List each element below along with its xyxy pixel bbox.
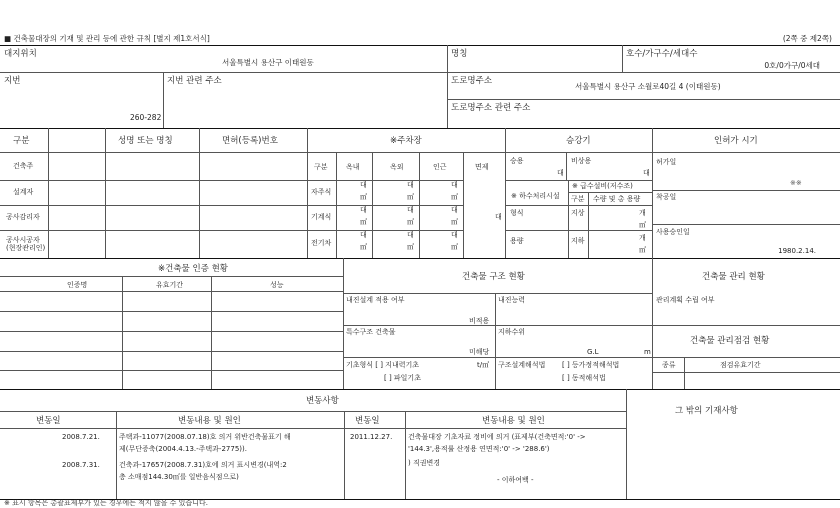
change-right-0-line-2: ) 직권변경 xyxy=(408,459,441,467)
parking-unit-area: ㎡ xyxy=(360,218,367,226)
change-left-0-line-1: 제(무단증축(2004.4.13.-주택과-2775)). xyxy=(119,445,247,453)
inspection-title: 건축물 관리점검 현황 xyxy=(690,336,770,346)
management-title: 건축물 관리 현황 xyxy=(702,272,765,282)
sewage-label: ※ 하수처리시설 xyxy=(511,192,560,200)
change-left-1-line-0: 건축과-17657(2008.7.31)호에 의거 표시변경(내역:2 xyxy=(119,461,287,469)
changes-title: 변동사항 xyxy=(306,396,339,406)
change-left-0-date: 2008.7.21. xyxy=(62,433,100,441)
change-right-0-line-1: '144.3',용적률 산정용 연면적:'0' -> '288.6') xyxy=(408,445,550,453)
parking-title: ※주차장 xyxy=(390,136,422,146)
parking-col-outdoor: 옥외 xyxy=(390,163,404,171)
parking-col-exempt: 면제 xyxy=(475,163,489,171)
water-underground: 지하 xyxy=(571,237,585,245)
special-structure: 특수구조 건축물 xyxy=(346,328,396,336)
lot-related-label: 지번 관련 주소 xyxy=(167,76,222,86)
parking-unit-area: ㎡ xyxy=(407,218,414,226)
water-area-unit-2: ㎡ xyxy=(639,246,646,254)
parking-unit-count: 대 xyxy=(407,181,414,189)
change-right-0-date: 2011.12.27. xyxy=(350,433,393,441)
parking-unit-count: 대 xyxy=(360,206,367,214)
parking-unit-area: ㎡ xyxy=(360,193,367,201)
permit-title: 인허가 시기 xyxy=(714,136,758,146)
parking-unit-area: ㎡ xyxy=(451,243,458,251)
change-left-1-line-1: 층 소매점144.30㎡를 일반음식점으로) xyxy=(119,473,239,481)
top-border xyxy=(0,45,840,46)
analysis-method: 구조설계해석법 xyxy=(498,361,546,369)
parking-unit-area: ㎡ xyxy=(451,218,458,226)
end-mark: - 이하여백 - xyxy=(497,476,534,484)
road-label: 도로명주소 xyxy=(451,76,493,86)
parking-col-indoor: 옥내 xyxy=(346,163,360,171)
water-count-unit-1: 개 xyxy=(639,209,646,217)
water-col-type: 구분 xyxy=(571,195,585,203)
road-value: 서울특별시 용산구 소월로40길 4 (이태원동) xyxy=(575,82,721,91)
parking-exempt-unit: 대 xyxy=(495,213,502,221)
inspection-col-period: 점검유효기간 xyxy=(720,361,761,369)
water-title: ※ 급수설비(저수조) xyxy=(572,182,633,190)
rule-title: ■ 건축물대장의 기재 및 관리 등에 관한 규칙 [별지 제1호서식] xyxy=(4,34,210,43)
seismic-design: 내진설계 적용 여부 xyxy=(346,296,405,304)
lot-label: 지번 xyxy=(4,76,21,86)
inspection-col-kind: 종류 xyxy=(662,361,676,369)
sewage-capacity: 용량 xyxy=(510,237,524,245)
parking-row-ev: 전기차 xyxy=(311,239,332,247)
change-left-1-date: 2008.7.31. xyxy=(62,461,100,469)
foundation-pile: [ ] 파일기초 xyxy=(384,374,421,382)
analysis-equiv-static: [ ] 등가정적해석법 xyxy=(562,361,620,369)
page-info: (2쪽 중 제2쪽) xyxy=(782,34,832,43)
analysis-dynamic: [ ] 동적해석법 xyxy=(562,374,606,382)
people-col-name: 성명 또는 명칭 xyxy=(118,136,173,146)
footer-note: ※ 표시 항목은 총괄표제부가 있는 경우에는 적지 않을 수 있습니다. xyxy=(4,499,208,507)
changes-right-content-header: 변동내용 및 원인 xyxy=(482,416,545,426)
people-col-type: 구분 xyxy=(13,136,30,146)
people-row-designer: 설계자 xyxy=(13,188,34,196)
parking-unit-area: ㎡ xyxy=(451,193,458,201)
units-label: 호수/가구수/세대수 xyxy=(626,49,698,59)
parking-unit-count: 대 xyxy=(360,231,367,239)
people-row-owner: 건축주 xyxy=(13,162,34,170)
groundwater: 지하수위 xyxy=(498,328,526,336)
parking-unit-area: ㎡ xyxy=(407,243,414,251)
foundation-unit: t/㎡ xyxy=(477,361,490,369)
changes-left-content-header: 변동내용 및 원인 xyxy=(178,416,241,426)
parking-unit-count: 대 xyxy=(360,181,367,189)
parking-col-nearby: 인근 xyxy=(433,163,447,171)
name-label: 명칭 xyxy=(451,49,468,59)
not-applied: 비적용 xyxy=(469,317,490,325)
elevator-unit-1: 대 xyxy=(557,169,564,177)
location-value: 서울특별시 용산구 이태원동 xyxy=(222,58,314,67)
parking-unit-count: 대 xyxy=(451,181,458,189)
people-row-supervisor: 공사감리자 xyxy=(6,213,40,221)
permit-start: 착공일 xyxy=(656,193,677,201)
parking-unit-count: 대 xyxy=(407,231,414,239)
parking-row-self: 자주식 xyxy=(311,188,332,196)
water-ground: 지상 xyxy=(571,209,585,217)
cert-col-perf: 성능 xyxy=(270,281,284,289)
people-row-contractor: 공사시공자 (현장관리인) xyxy=(6,236,46,252)
gl-label: G.L xyxy=(587,348,599,356)
parking-col-type: 구분 xyxy=(314,163,328,171)
water-col-qty: 수량 및 총 용량 xyxy=(593,195,641,203)
road-related-label: 도로명주소 관련 주소 xyxy=(451,103,531,113)
permit-approval: 허가일 xyxy=(656,158,677,166)
other-title: 그 밖의 기재사항 xyxy=(675,406,738,416)
elevator-emergency: 비상용 xyxy=(571,157,592,165)
management-plan: 관리계획 수립 여부 xyxy=(656,296,715,304)
foundation-type: 기초형식 [ ] 지내력기초 xyxy=(346,361,419,369)
location-label: 대지위치 xyxy=(4,49,37,59)
elevator-passenger: 승용 xyxy=(510,157,524,165)
cert-col-period: 유효기간 xyxy=(156,281,184,289)
units-value: 0호/0가구/0세대 xyxy=(764,61,820,70)
not-applicable: 미해당 xyxy=(469,348,490,356)
parking-row-mechanical: 기계식 xyxy=(311,213,332,221)
elevator-unit-2: 대 xyxy=(643,169,650,177)
cert-title: ※건축물 인증 현황 xyxy=(158,264,229,274)
people-col-license: 면허(등록)번호 xyxy=(222,136,278,146)
permit-use-approval-date: 1980.2.14. xyxy=(778,247,816,255)
parking-unit-count: 대 xyxy=(407,206,414,214)
sewage-type: 형식 xyxy=(510,209,524,217)
permit-use-approval: 사용승인일 xyxy=(656,228,690,236)
gl-unit: m xyxy=(644,348,651,356)
water-area-unit-1: ㎡ xyxy=(639,221,646,229)
parking-unit-area: ㎡ xyxy=(407,193,414,201)
changes-right-date-header: 변동일 xyxy=(355,416,380,426)
seismic-capacity: 내진능력 xyxy=(498,296,526,304)
changes-left-date-header: 변동일 xyxy=(36,416,61,426)
lot-value: 260-282 xyxy=(130,113,162,122)
structure-title: 건축물 구조 현황 xyxy=(462,272,525,282)
cert-col-name: 인증명 xyxy=(67,281,88,289)
water-count-unit-2: 개 xyxy=(639,234,646,242)
parking-unit-count: 대 xyxy=(451,206,458,214)
elevator-title: 승강기 xyxy=(566,136,591,146)
change-left-0-line-0: 주택과-11077(2008.07.18)호 의거 위반건축물표기 해 xyxy=(119,433,291,441)
change-right-0-line-0: 건축물대장 기초자료 정비에 의거 (표제부(건축면적:'0' -> xyxy=(408,433,586,441)
parking-unit-count: 대 xyxy=(451,231,458,239)
permit-mark: ※※ xyxy=(790,179,802,187)
parking-unit-area: ㎡ xyxy=(360,243,367,251)
